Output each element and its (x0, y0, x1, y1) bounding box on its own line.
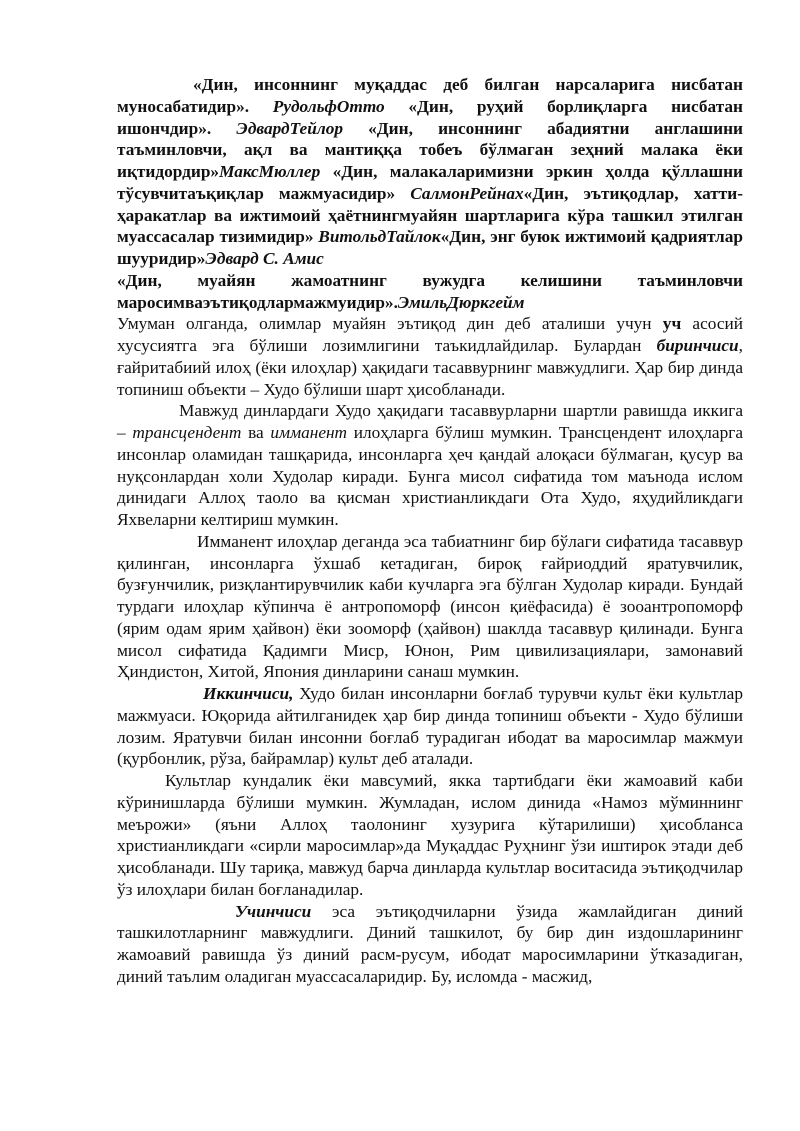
text-run: асосий хусусиятга эга бўлиши лозимлигини таъкидлайдилар. Булардан (117, 314, 743, 355)
heading-second: Иккинчиси, (203, 684, 294, 703)
definitions-quotes-block (117, 74, 743, 270)
text-run: ва (241, 423, 271, 442)
author-muller: МаксМюллер (219, 162, 321, 181)
quote-tylock: «Дин, эътиқодлар, хатти-ҳаракатлар ва ижтимоий ҳаётнингмуайян шартларига кўра ташкил этилган муассасалар тизимидир» (117, 183, 743, 247)
emphasis-three: уч (662, 314, 682, 334)
text-run: илоҳларга бўлиш мумкин. Трансцендент илоҳларга инсонлар оламидан ташқарида, инсонларга ҳеч қандай алоқаси бўлмаган, қусур ва нуқсонлардан холи Худолар киради. Бунга мисол сифатида том маънода ислом динидаги Аллоҳ таоло ва қисман христианликдаги Ота Худо, яҳудийликдаги Яхвеларни келтириш мумкин. (117, 423, 743, 529)
text-run: Худо билан инсонларни боғлаб турувчи культ ёки культлар мажмуаси. Юқорида айтилганидек ҳар бир динда топиниш объекти - Худо бўлиши лозим. Яратувчи билан инсонни боғлаб турадиган ибодат ва маросимлар мажмуи (қурбонлик, рўза, байрамлар) культ деб аталади. (117, 684, 743, 769)
paragraph-immanent: Имманент илоҳлар деганда эса табиатнинг бир бўлаги сифатида тасаввур қилинган, инсонларга ўхшаб кетадиган, бироқ ғайриоддий яратувчилик, бузғунчилик, ризқлантирувчилик каби кучларга эга бўлган Худолар киради. Бундай турдаги илоҳлар кўпинча ё антропоморф (инсон қиёфасида) ё зооантропоморф (ярим одам ярим ҳайвон) ёки зооморф (ҳайвон) шаклда тасаввур қилинади. Бунга мисол сифатида Қадимги Миср, Юнон, Рим цивилизациялари, замонавий Ҳиндистон, Хитой, Япония динларини санаш мумкин. (117, 531, 743, 682)
heading-first: биринчиси (656, 336, 739, 355)
author-otto: РудольфОтто (272, 96, 385, 116)
durkheim-quote-paragraph (117, 270, 743, 314)
author-ames: Эдвард С. Амис (205, 249, 324, 268)
text-run: , ғайритабиий илоҳ (ёки илоҳлар) ҳақидаги тасаввурнинг мавжудлиги. Ҳар бир динда топиниш объекти – Худо бўлиши шарт ҳисобланади. (117, 336, 743, 399)
author-reinach: СалмонРейнах (410, 183, 524, 203)
text-run: эса эътиқодчиларни ўзида жамлайдиган диний ташкилотларнинг мавжудлиги. Диний ташкилот, бу бир дин издошларининг жамоавий равишда ўз диний расм-русум, ибодат маросимларини ўтказадиган, диний таълим оладиган муассасаларидир. Бу, исломда - масжид, (117, 901, 743, 986)
text-run: Умуман олганда, олимлар муайян эътиқод дин деб аталиши учун (117, 314, 663, 334)
paragraph-cults: Культлар кундалик ёки мавсумий, якка тартибдаги ёки жамоавий каби кўринишларда бўлиши мумкин. Жумладан, ислом динида «Намоз мўминнинг меърожи» (яъни Аллоҳ таолонинг хузурига кўтарилиши) ҳисобланса христианликдаги «сирли маросимлар»да Муқаддас Руҳнинг ўзи иштирок этади деб ҳисобланади. Шу тариқа, мавжуд барча динларда культлар воситасида эътиқодчилар ўз илоҳлари билан боғланадилар. (117, 771, 743, 899)
quote-muller: «Дин, инсоннинг абадиятни англашини таъминловчи, ақл ва мантиққа тобеъ бўлмаган зеҳний малака ёки иқтидордир» (117, 118, 743, 181)
term-immanent: имманент (270, 423, 348, 442)
quote-ames: «Дин, энг буюк ижтимоий қадриятлар шууридир» (117, 227, 744, 268)
quote-otto: «Дин, инсоннинг муқаддас деб билган нарсаларига нисбатан муносабатидир». (117, 75, 743, 116)
quote-tylor: «Дин, руҳий борлиқларга нисбатан ишончдир». (117, 96, 743, 138)
heading-third: Учинчиси (235, 901, 312, 921)
term-transcendent: трансцендент (132, 423, 242, 442)
author-tylock: ВитольдТайлок (318, 227, 441, 247)
paragraph-second (117, 683, 743, 770)
quote-reinach: «Дин, малакаларимизни эркин ҳолда қўллашни тўсувчитаъқиқлар мажмуасидир» (117, 162, 743, 203)
author-durkheim: ЭмильДюркгейм (397, 292, 525, 312)
author-tylor: ЭдвардТейлор (236, 118, 343, 138)
paragraph-three-features (117, 313, 743, 400)
paragraph-transcendent (117, 400, 743, 531)
quote-durkheim: «Дин, муайян жамоатнинг вужудга келишини таъминловчи маросимваэътиқодлармажмуидир». (117, 270, 743, 312)
text-run: Мавжуд динлардаги Худо ҳақидаги тасаввурларни шартли равишда иккига – (117, 401, 743, 442)
paragraph-third (117, 901, 743, 988)
document-page (117, 74, 743, 988)
